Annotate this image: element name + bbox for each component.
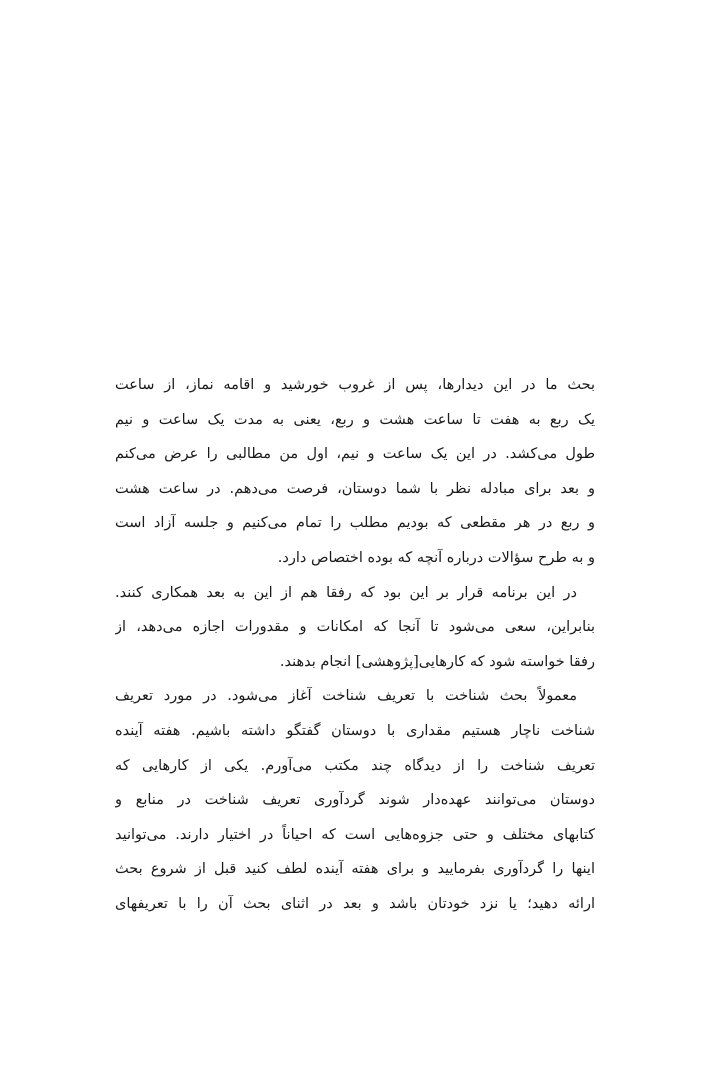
- text-line: معمولاً بحث شناخت با تعریف شناخت آغاز می‌شود. در مورد تعریف: [115, 688, 577, 705]
- text-line: اینها را گردآوری بفرمایید و برای هفته آینده لطف کنید قبل از شروع بحث: [115, 861, 595, 878]
- body-text: [115, 368, 595, 922]
- text-line: و بعد برای مبادله نظر با شما دوستان، فرصت می‌دهم. در ساعت هشت: [115, 480, 595, 497]
- text-line: کتابهای مختلف و حتی جزوه‌هایی است که احیاناً در اختیار دارند. می‌توانید: [115, 826, 595, 843]
- text-line: بحث ما در این دیدارها، پس از غروب خورشید و اقامه نماز، از ساعت: [115, 377, 595, 393]
- text-line: شناخت ناچار هستیم مقداری با دوستان گفتگو داشته باشیم. هفته آینده: [115, 722, 595, 739]
- text-line: بنابراین، سعی می‌شود تا آنجا که امکانات و مقدورات اجازه می‌دهد، از: [115, 619, 595, 636]
- text-line: یک ربع به هفت تا ساعت هشت و ربع، یعنی به مدت یک ساعت و نیم: [115, 411, 595, 428]
- text-line: در این برنامه قرار بر این بود که رفقا هم از این به بعد همکاری کنند.: [115, 584, 577, 601]
- text-line: دوستان می‌توانند عهده‌دار شوند گردآوری تعریف شناخت در منابع و: [115, 792, 595, 809]
- text-line: و به طرح سؤالات درباره آنچه که بوده اختصاص دارد.: [277, 549, 595, 566]
- text-line: ارائه دهید؛ یا نزد خودتان باشد و بعد در اثنای بحث آن را با تعریفهای: [115, 895, 595, 912]
- text-line: طول می‌کشد. در این یک ساعت و نیم، اول من مطالبی را عرض می‌کنم: [115, 446, 595, 463]
- text-line: رفقا خواسته شود که کارهایی[پژوهشی] انجام بدهند.: [279, 653, 595, 670]
- text-line: و ربع در هر مقطعی که بودیم مطلب را تمام می‌کنیم و جلسه آزاد است: [115, 515, 595, 532]
- text-line: تعریف شناخت را از دیدگاه چند مکتب می‌آورم. یکی از کارهایی که: [115, 757, 595, 774]
